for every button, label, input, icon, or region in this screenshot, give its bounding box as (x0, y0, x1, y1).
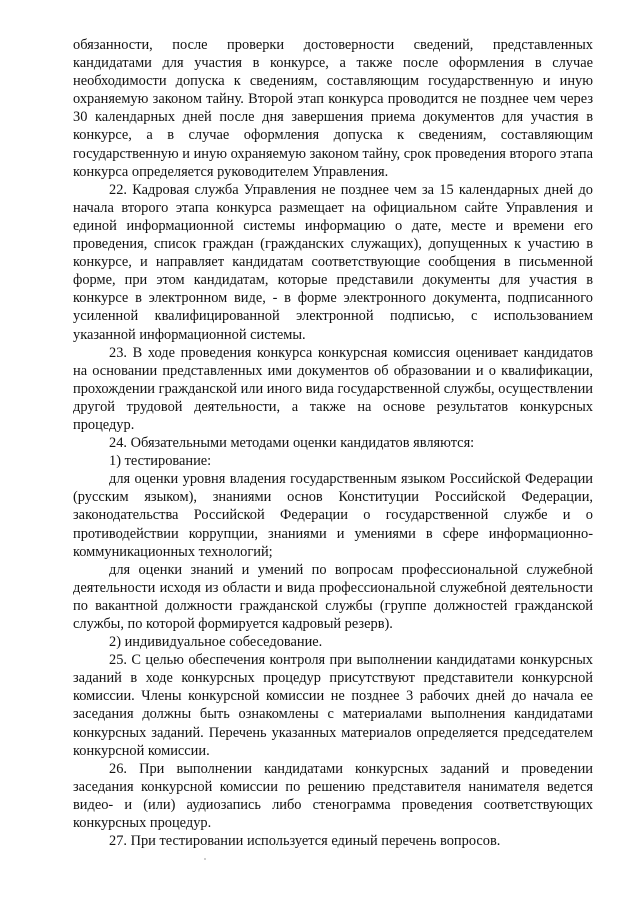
paragraph-1: обязанности, после проверки достоверности сведений, представленных кандидатами для участия в конкурсе, а также после оформления в случае необходимости допуска к сведениям, составляющим государственную и иную охраняемую законом тайну. Второй этап конкурса проводится не позднее чем через 30 календарных дней после дня завершения приема документов для участия в конкурсе, а в случае оформления допуска к сведениям, составляющим государственную и иную охраняемую законом тайну, срок проведения второго этапа конкурса определяется руководителем Управления. (73, 37, 593, 180)
paragraph-25: 25. С целью обеспечения контроля при выполнении кандидатами конкурсных заданий в ходе конкурсных процедур присутствуют представители конкурсной комиссии. Члены конкурсной комиссии не позднее 3 рабочих дней до начала ее заседания должны быть ознакомлены с материалами выполнения кандидатами конкурсных заданий. Перечень указанных материалов определяется председателем конкурсной комиссии. (73, 652, 593, 759)
list-item-testing: 1) тестирование: (109, 453, 212, 470)
list-item-interview: 2) индивидуальное собеседование. (109, 634, 323, 651)
testing-purpose-1: для оценки уровня владения государственным языком Российской Федерации (русским языком), знаниями основ Конституции Российской Федерации, законодательства Российской Федерации о государственной службе и о противодействии коррупции, знаниями и умениями в сфере информационно-коммуникационных технологий; (73, 471, 593, 560)
testing-purpose-2: для оценки знаний и умений по вопросам профессиональной служебной деятельности исходя из области и вида профессиональной служебной деятельности по вакантной должности гражданской службы (группе должностей гражданской службы, по которой формируется кадровый резерв). (73, 561, 593, 632)
paragraph-24: 24. Обязательными методами оценки кандидатов являются: (109, 435, 475, 452)
paragraph-26: 26. При выполнении кандидатами конкурсных заданий и проведении заседания конкурсной комиссии по решению представителя нанимателя ведется видео- и (или) аудиозапись либо стенограмма проведения соответствующих конкурсных процедур. (73, 760, 593, 832)
paragraph-22: 22. Кадровая служба Управления не позднее чем за 15 календарных дней до начала второго этапа конкурса размещает на официальном сайте Управления и единой информационной системы информацию о дате, месте и времени его проведения, список граждан (гражданских служащих), допущенных к участию в конкурсе, и направляет кандидатам соответствующие сообщения в письменной форме, при этом кандидатам, которые представили документы для участия в конкурсе в электронном виде, - в форме электронного документа, подписанного усиленной квалифицированной электронной подписью, с использованием указанной информационной системы. (73, 181, 593, 343)
paragraph-23: 23. В ходе проведения конкурса конкурсная комиссия оценивает кандидатов на основании представленных ими документов об образовании и о квалификации, прохождении гражданской или иного вида государственной службы, осуществлении другой трудовой деятельности, а также на основе результатов конкурсных процедур. (73, 344, 593, 433)
document-body (73, 36, 593, 850)
scan-speck (204, 858, 206, 860)
paragraph-27: 27. При тестировании используется единый перечень вопросов. (109, 833, 501, 850)
